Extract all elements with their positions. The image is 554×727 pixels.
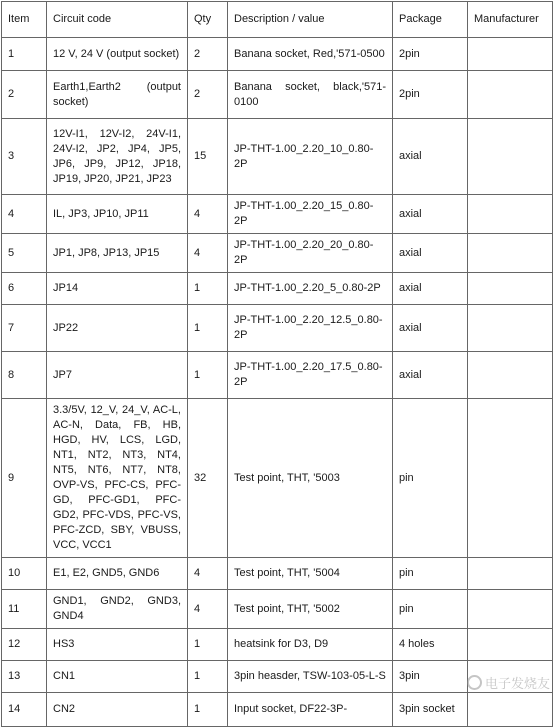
cell-description: Test point, THT, '5003 [228,399,393,558]
cell-manufacturer [468,558,553,590]
cell-package: axial [393,234,468,273]
cell-qty: 2 [188,71,228,119]
cell-package: pin [393,590,468,629]
cell-package: 4 holes [393,629,468,661]
cell-description: Test point, THT, '5004 [228,558,393,590]
cell-package: 2pin [393,38,468,71]
cell-circuit-code: CN1 [47,661,188,693]
header-package: Package [393,2,468,38]
cell-package: pin [393,558,468,590]
cell-description: JP-THT-1.00_2.20_5_0.80-2P [228,273,393,305]
cell-circuit-code: 12V-I1, 12V-I2, 24V-I1, 24V-I2, JP2, JP4, JP5, JP6, JP9, JP12, JP18, JP19, JP20, JP21, JP23 [47,119,188,195]
cell-package: axial [393,119,468,195]
table-row [2,558,553,590]
header-qty: Qty [188,2,228,38]
cell-item: 5 [2,234,47,273]
cell-item: 12 [2,629,47,661]
cell-package: pin [393,399,468,558]
cell-package: 3pin socket [393,693,468,727]
cell-item: 6 [2,273,47,305]
table-row [2,661,553,693]
table-row [2,71,553,119]
cell-qty: 4 [188,195,228,234]
cell-description: Input socket, DF22-3P- [228,693,393,727]
table-header-row [2,2,553,38]
table-row [2,119,553,195]
cell-item: 3 [2,119,47,195]
cell-package: axial [393,273,468,305]
cell-qty: 32 [188,399,228,558]
cell-circuit-code: Earth1,Earth2 (output socket) [47,71,188,119]
cell-item: 9 [2,399,47,558]
cell-qty: 15 [188,119,228,195]
cell-circuit-code: HS3 [47,629,188,661]
cell-qty: 4 [188,590,228,629]
cell-description: Banana socket, Red,'571-0500 [228,38,393,71]
cell-qty: 1 [188,661,228,693]
cell-item: 4 [2,195,47,234]
cell-item: 1 [2,38,47,71]
cell-manufacturer [468,590,553,629]
cell-package: axial [393,305,468,352]
cell-circuit-code: JP1, JP8, JP13, JP15 [47,234,188,273]
header-manufacturer: Manufacturer [468,2,553,38]
cell-circuit-code: JP7 [47,352,188,399]
cell-circuit-code: JP14 [47,273,188,305]
cell-item: 8 [2,352,47,399]
cell-item: 14 [2,693,47,727]
cell-qty: 1 [188,629,228,661]
cell-circuit-code: 12 V, 24 V (output socket) [47,38,188,71]
cell-description: JP-THT-1.00_2.20_15_0.80-2P [228,195,393,234]
cell-package: axial [393,352,468,399]
cell-manufacturer [468,399,553,558]
cell-item: 7 [2,305,47,352]
cell-item: 2 [2,71,47,119]
cell-package: 2pin [393,71,468,119]
cell-circuit-code: JP22 [47,305,188,352]
cell-qty: 2 [188,38,228,71]
header-circuit-code: Circuit code [47,2,188,38]
cell-qty: 4 [188,558,228,590]
table-row [2,629,553,661]
cell-description: Test point, THT, '5002 [228,590,393,629]
cell-circuit-code: IL, JP3, JP10, JP11 [47,195,188,234]
cell-manufacturer [468,352,553,399]
header-item: Item [2,2,47,38]
cell-qty: 1 [188,352,228,399]
cell-description: JP-THT-1.00_2.20_20_0.80-2P [228,234,393,273]
watermark-text: 电子发烧友 [484,677,550,692]
cell-circuit-code: E1, E2, GND5, GND6 [47,558,188,590]
cell-qty: 1 [188,305,228,352]
cell-package: 3pin [393,661,468,693]
cell-circuit-code: CN2 [47,693,188,727]
cell-description: JP-THT-1.00_2.20_10_0.80-2P [228,119,393,195]
table-row [2,195,553,234]
cell-manufacturer [468,71,553,119]
cell-description: JP-THT-1.00_2.20_12.5_0.80-2P [228,305,393,352]
table-row [2,305,553,352]
cell-manufacturer [468,38,553,71]
bom-table [1,1,553,727]
cell-manufacturer [468,693,553,727]
cell-item: 11 [2,590,47,629]
cell-description: Banana socket, black,'571-0100 [228,71,393,119]
cell-manufacturer [468,119,553,195]
cell-manufacturer [468,661,553,693]
table-row [2,273,553,305]
cell-item: 10 [2,558,47,590]
table-row [2,590,553,629]
cell-item: 13 [2,661,47,693]
cell-circuit-code: 3.3/5V, 12_V, 24_V, AC-L, AC-N, Data, FB, HB, HGD, HV, LCS, LGD, NT1, NT2, NT3, NT4, NT5, NT6, NT7, NT8, OVP-VS, PFC-CS, PFC-GD, PFC-GD1, PFC-GD2, PFC-VDS, PFC-VS, PFC-ZCD, SBY, VBUSS, VCC, VCC1 [47,399,188,558]
cell-circuit-code: GND1, GND2, GND3, GND4 [47,590,188,629]
cell-manufacturer [468,195,553,234]
cell-manufacturer [468,305,553,352]
header-description: Description / value [228,2,393,38]
cell-qty: 4 [188,234,228,273]
cell-description: 3pin heasder, TSW-103-05-L-S [228,661,393,693]
cell-description: JP-THT-1.00_2.20_17.5_0.80-2P [228,352,393,399]
cell-description: heatsink for D3, D9 [228,629,393,661]
cell-manufacturer [468,273,553,305]
table-row [2,399,553,558]
table-row [2,234,553,273]
cell-package: axial [393,195,468,234]
cell-qty: 1 [188,693,228,727]
table-row [2,693,553,727]
cell-manufacturer [468,234,553,273]
table-row [2,38,553,71]
table-row [2,352,553,399]
table-body [2,38,553,727]
cell-qty: 1 [188,273,228,305]
cell-manufacturer [468,629,553,661]
